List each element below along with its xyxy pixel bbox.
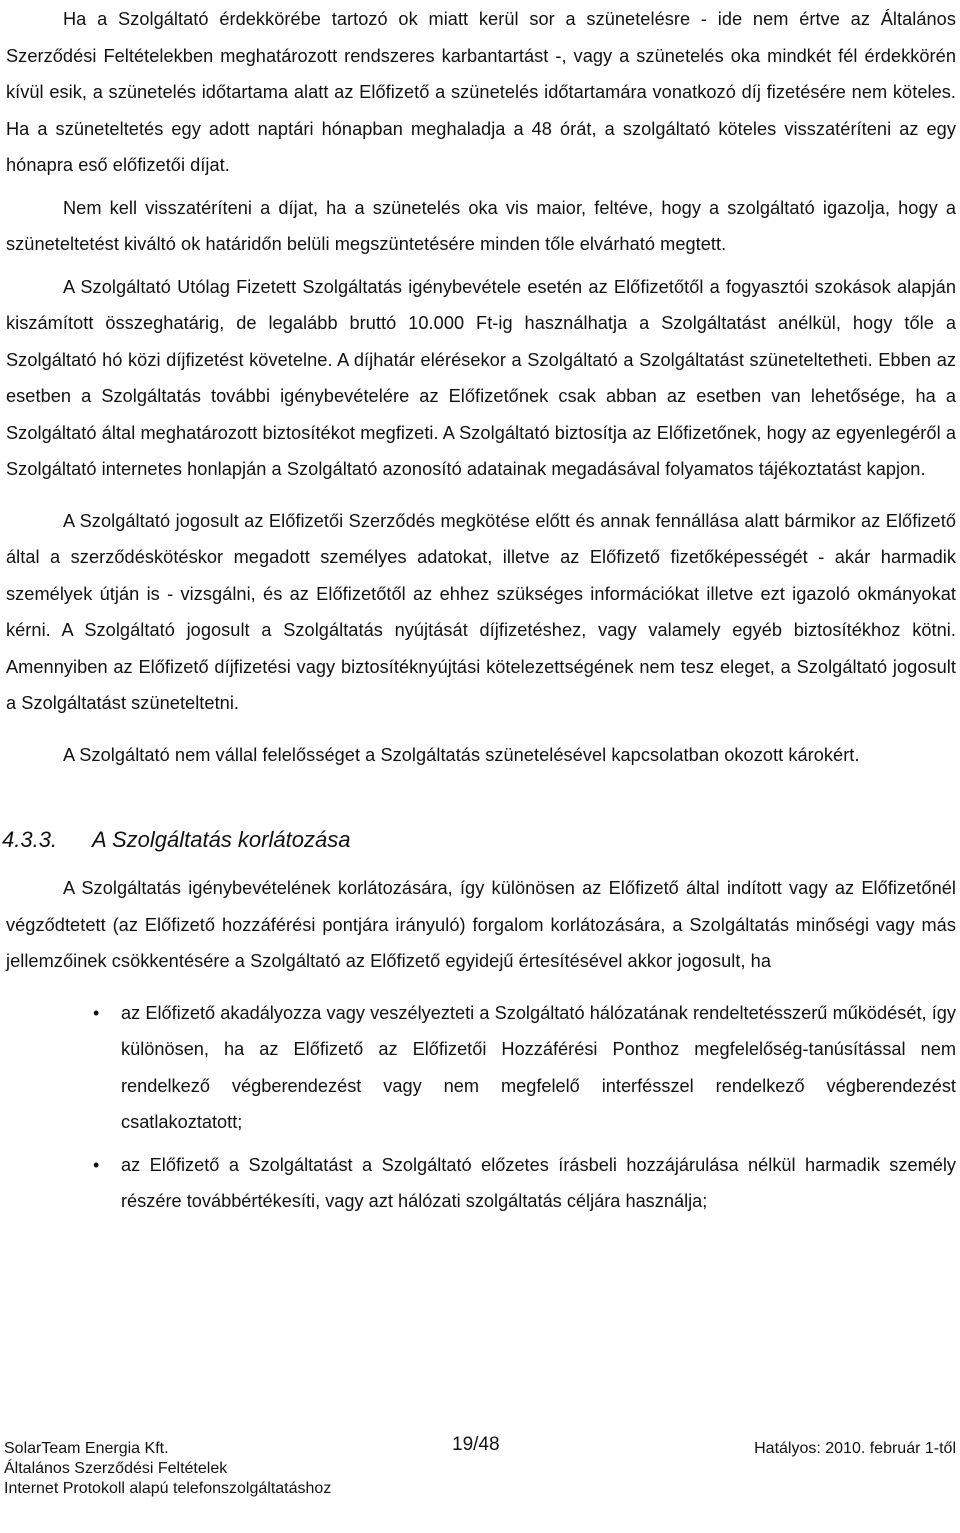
list-item [6,995,956,1141]
list-item-text: az Előfizető akadályozza vagy veszélyezteti a Szolgáltató hálózatának rendeltetésszerű működését, így különösen, ha az Előfizető az Előfizetői Hozzáférési Ponthoz megfelelőség-tanúsítással nem rendelkező végberendezést vagy nem megfelelő interfésszel rendelkező végberendezést csatlakoztatott; [121,1002,956,1132]
section-number: 4.3.3. [2,827,58,852]
paragraph: Nem kell visszatéríteni a díjat, ha a szünetelés oka vis maior, feltéve, hogy a szolgáltató igazolja, hogy a szüneteltetést kiváltó ok határidőn belüli megszüntetésére minden tőle elvárható megtett. [6,197,956,254]
list-item [6,1147,956,1220]
paragraph: A Szolgáltató jogosult az Előfizetői Szerződés megkötése előtt és annak fennállása alatt bármikor az Előfizető által a szerződéskötéskor megadott személyes adatokat, illetve az Előfizető fizetőképességét - akár harmadik személyek útján is - vizsgálni, és az Előfizetőtől az ehhez szükséges információkat illetve ezt igazoló okmányokat kérni. A Szolgáltató jogosult a Szolgáltatás nyújtását díjfizetéshez, vagy valamely egyéb biztosítékhoz kötni. Amennyiben az Előfizető díjfizetési vagy biztosítéknyújtási kötelezettségének nem tesz eleget, a Szolgáltató jogosult a Szolgáltatást szüneteltetni. [6,510,956,713]
bullet-icon: • [93,1154,100,1175]
section-title: A Szolgáltatás korlátozása [92,827,351,852]
bullet-icon: • [93,1002,100,1023]
page-footer [4,1434,956,1499]
paragraph: Ha a Szolgáltató érdekkörébe tartozó ok miatt kerül sor a szünetelésre - ide nem értve az Általános Szerződési Feltételekben meghatározott rendszeres karbantartást -, vagy a szünetelés oka mindkét fél érdekkörén kívül esik, a szünetelés időtartama alatt az Előfizető a szünetelés időtartamára vonatkozó díj fizetésére nem köteles. Ha a szüneteltetés egy adott naptári hónapban meghaladja a 48 órát, a szolgáltató köteles visszatéríteni az egy hónapra eső előfizetői díjat. [6,9,956,175]
footer-company: SolarTeam Energia Kft. [4,1440,169,1457]
document-page [2,0,956,1226]
paragraph: A Szolgáltató Utólag Fizetett Szolgáltatás igénybevétele esetén az Előfizetőtől a fogyasztói szokások alapján kiszámított összeghatárig, de legalább bruttó 10.000 Ft-ig használhatja a Szolgáltatást anélkül, hogy tőle a Szolgáltató hó közi díjfizetést követelne. A díjhatár elérésekor a Szolgáltató a Szolgáltatást szüneteltetheti. Ebben az esetben a Szolgáltatás további igénybevételére az Előfizetőnek csak abban az esetben van lehetősége, ha a Szolgáltató által meghatározott biztosítékot megfizeti. A Szolgáltató biztosítja az Előfizetőnek, hogy az egyenlegéről a Szolgáltató internetes honlapján a Szolgáltató azonosító adatainak megadásával folyamatos tájékoztatást kapjon. [6,276,956,479]
page-number: 19/48 [452,1434,500,1455]
footer-doc-title: Általános Szerződési Feltételek [4,1460,228,1477]
footer-effective-date: Hatályos: 2010. február 1-től [754,1440,956,1457]
footer-doc-subtitle: Internet Protokoll alapú telefonszolgáltatáshoz [4,1480,332,1497]
paragraph: A Szolgáltatás igénybevételének korlátozására, így különösen az Előfizető által indított vagy az Előfizetőnél végződtetett (az Előfizető hozzáférési pontjára irányuló) forgalom korlátozására, a Szolgáltatás minőségi vagy más jellemzőinek csökkentésére a Szolgáltató az Előfizető egyidejű értesítésével akkor jogosult, ha [6,878,956,971]
list-item-text: az Előfizető a Szolgáltatást a Szolgáltató előzetes írásbeli hozzájárulása nélkül harmadik személy részére továbbértékesíti, vagy azt hálózati szolgáltatás céljára használja; [121,1154,956,1211]
section-heading [2,825,956,855]
paragraph: A Szolgáltató nem vállal felelősséget a Szolgáltatás szünetelésével kapcsolatban okozott károkért. [63,744,860,765]
bullet-list [6,995,956,1220]
